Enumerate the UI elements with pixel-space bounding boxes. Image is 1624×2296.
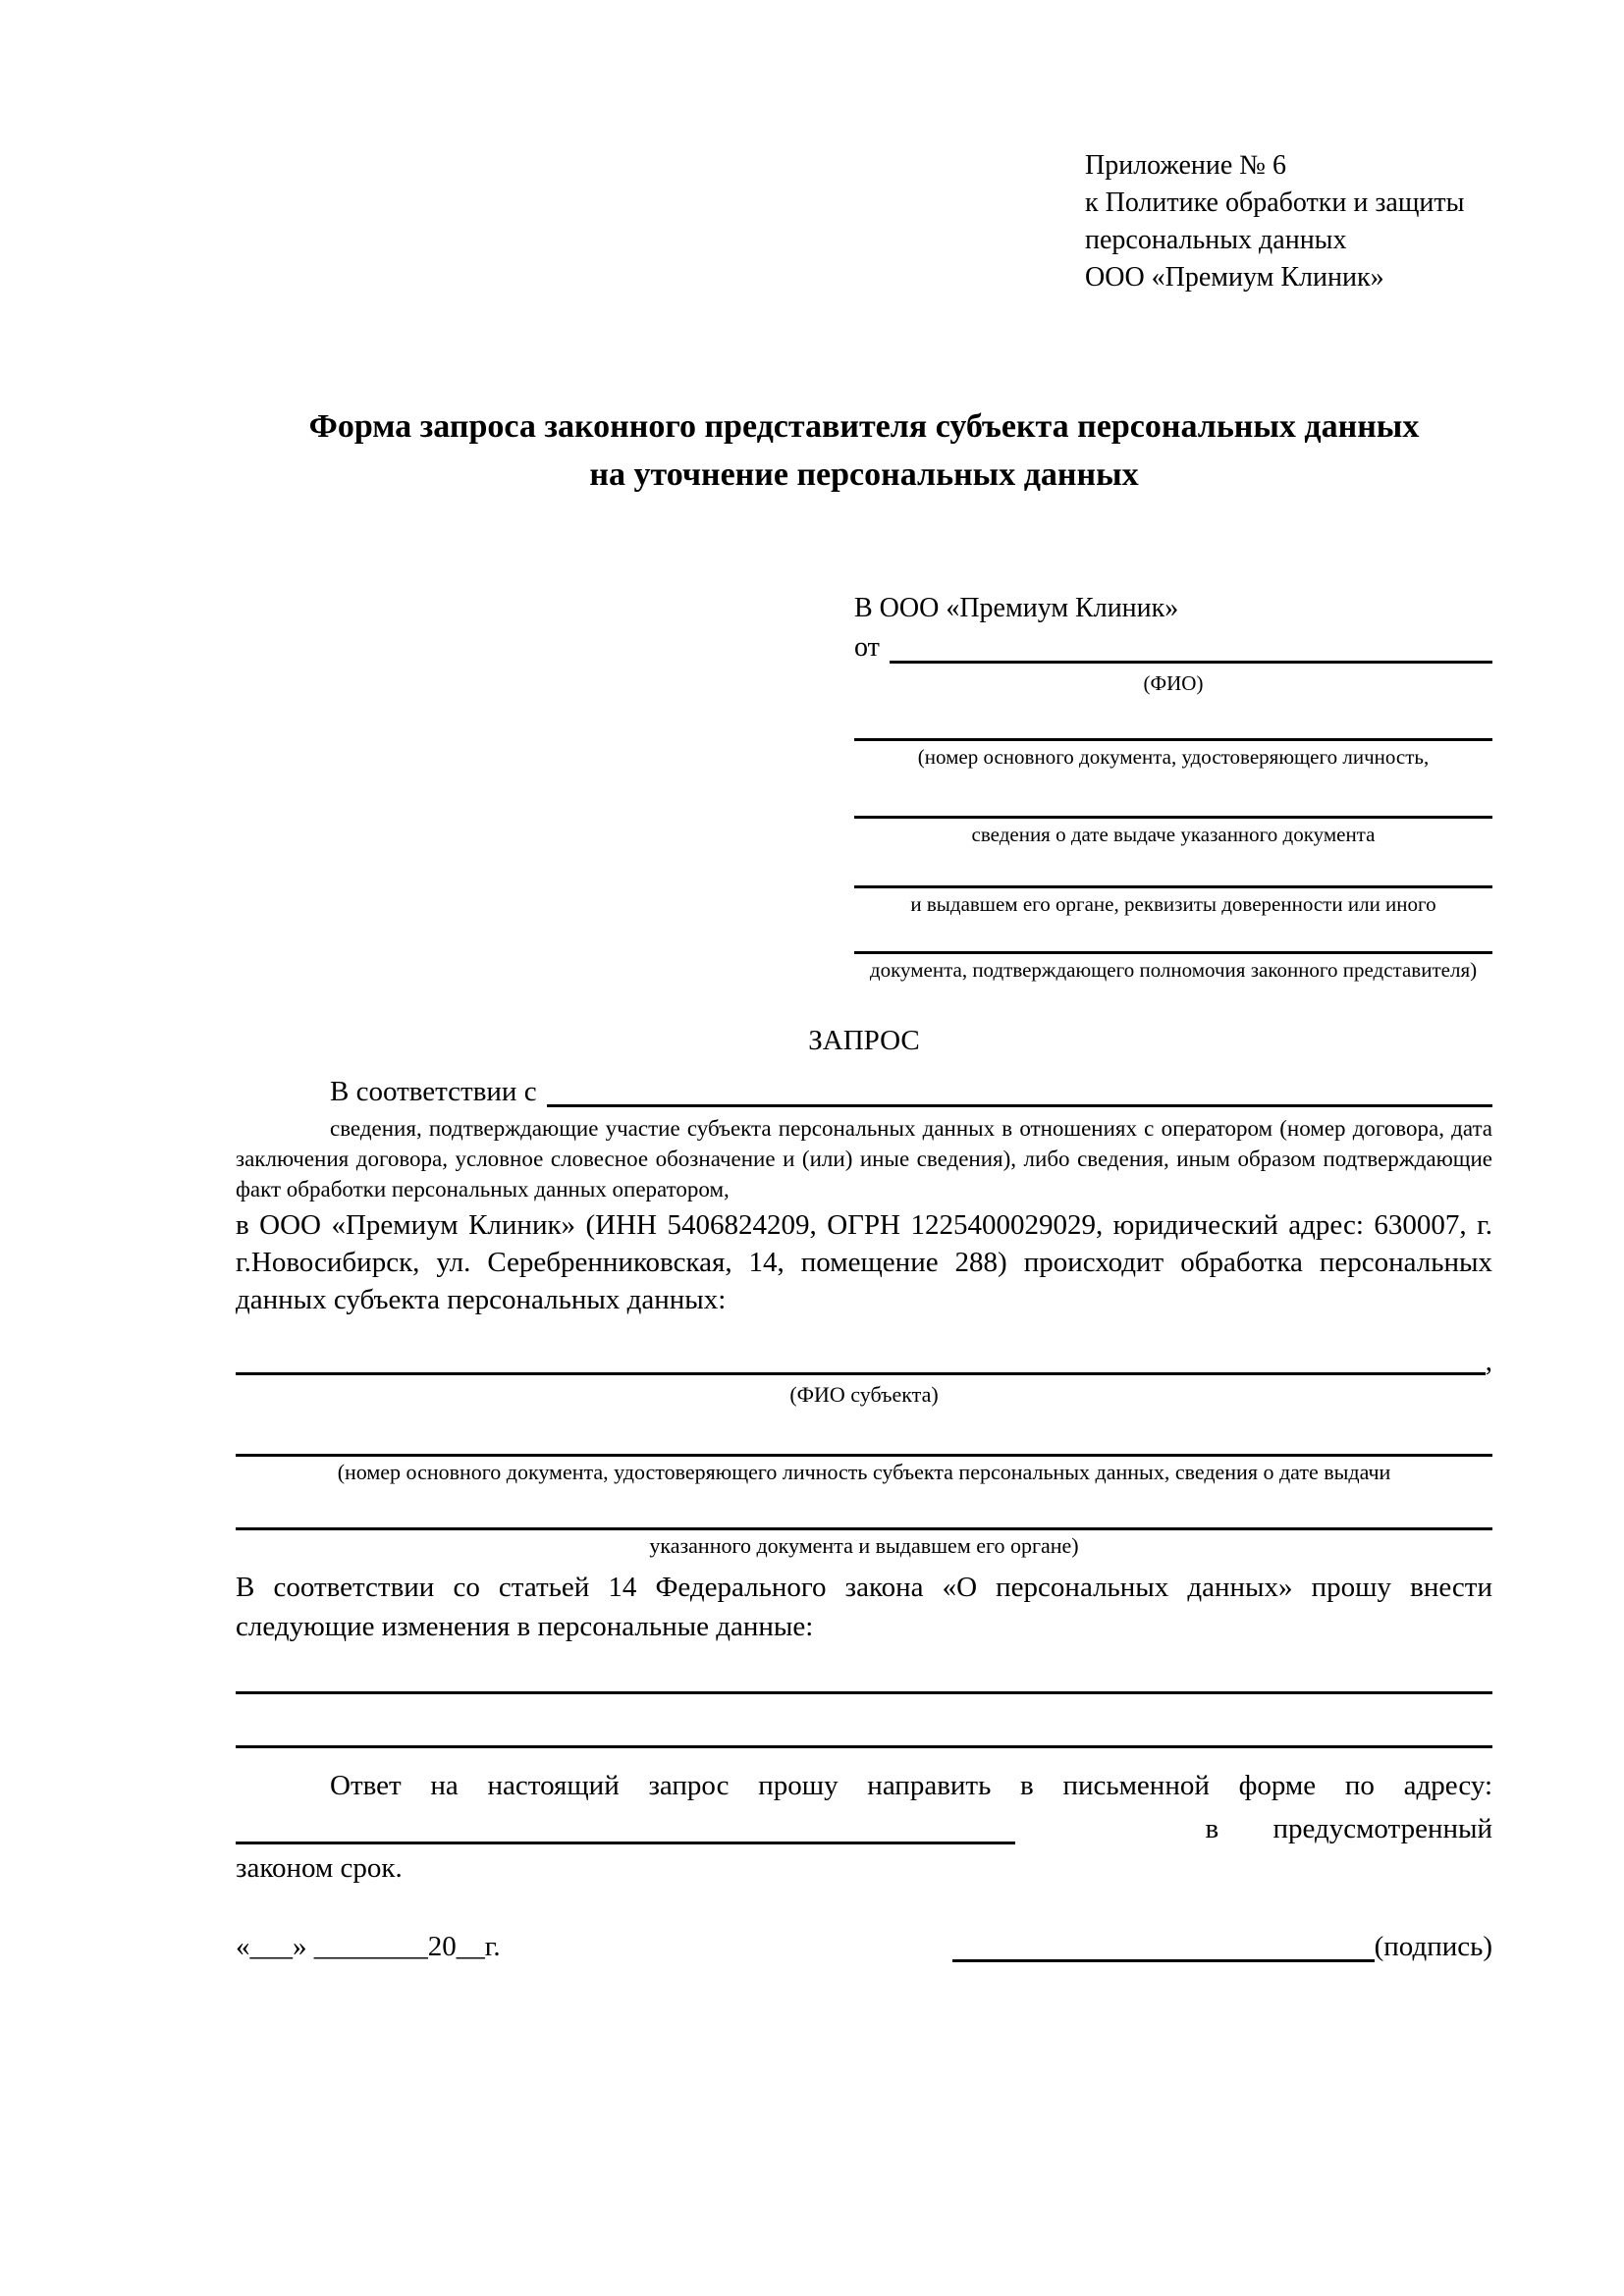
changes-blank-field-1 xyxy=(236,1691,1492,1694)
answer-paragraph: Ответ на настоящий запрос прошу направить в письменной форме по адресу: xyxy=(330,1770,1492,1801)
request-header: ЗАПРОС xyxy=(808,1025,920,1056)
signature-blank-field xyxy=(952,1959,1375,1962)
operator-paragraph: в ООО «Премиум Клиник» (ИНН 5406824209, ОГРН 1225400029029, юридический адрес: 630007, г. г.Новосибирск, ул. Серебренниковская, 14, помещение 288) происходит обработка персональных данных субъекта персональных данных: xyxy=(236,1209,1492,1315)
addressee-block xyxy=(854,589,1492,984)
appendix-line: Приложение № 6 xyxy=(1085,150,1286,181)
answer-end-text: законом срок. xyxy=(236,1852,403,1884)
document-title-line1: Форма запроса законного представителя субъекта персональных данных xyxy=(308,408,1420,445)
doc-caption: сведения о дате выдаче указанного документа xyxy=(971,823,1376,846)
subject-fio-blank-field xyxy=(236,1372,1486,1375)
address-blank-field xyxy=(236,1842,1015,1844)
representative-doc-blank-field xyxy=(854,738,1492,741)
subject-doc-caption-line2: указанного документа и выдавшем его органе) xyxy=(649,1533,1079,1558)
subject-fio-caption: (ФИО субъекта) xyxy=(789,1382,939,1407)
signature-group xyxy=(952,1927,1492,1966)
doc-caption: (номер основного документа, удостоверяющего личность, xyxy=(917,745,1430,769)
accordance-note: сведения, подтверждающие участие субъекта персональных данных в отношениях с оператором (номер договора, дата заключения договора, условное словесное обозначение и (или) иные сведения), либо сведения, иным образом подтверждающие факт обработки персональных данных оператором, xyxy=(236,1116,1492,1201)
appendix-line: персональных данных xyxy=(1085,225,1347,255)
appendix-line: к Политике обработки и защиты xyxy=(1085,187,1465,218)
date-field: «___» ________20__г. xyxy=(236,1931,501,1962)
accordance-label: В соответствии с xyxy=(330,1076,537,1107)
article-paragraph: В соответствии со статьей 14 Федерального закона «О персональных данных» прошу внести следующие изменения в персональные данные: xyxy=(236,1572,1492,1642)
doc-authority-blank-field xyxy=(854,885,1492,888)
trailing-comma: , xyxy=(1485,1346,1492,1377)
document-title xyxy=(236,402,1492,499)
doc-caption: и выдавшем его органе, реквизиты доверенности или иного xyxy=(910,892,1436,916)
document-title-line2: на уточнение персональных данных xyxy=(589,456,1139,493)
answer-address-row xyxy=(236,1809,1492,1848)
doc-issue-date-blank-field xyxy=(854,816,1492,819)
accordance-blank-field xyxy=(547,1104,1492,1107)
appendix-block xyxy=(1085,147,1492,296)
addressee-organization: В ООО «Премиум Клиник» xyxy=(854,593,1179,623)
changes-blank-field-2 xyxy=(236,1745,1492,1748)
appendix-line: ООО «Премиум Клиник» xyxy=(1085,262,1384,293)
fio-caption: (ФИО) xyxy=(1143,671,1204,695)
doc-powers-blank-field xyxy=(854,951,1492,954)
signature-caption: (подпись) xyxy=(1374,1931,1492,1962)
date-signature-row xyxy=(236,1927,1492,1966)
from-row xyxy=(854,628,1492,667)
answer-tail-text: в предусмотренный xyxy=(1205,1813,1492,1844)
subject-doc-authority-blank-field xyxy=(236,1527,1492,1530)
subject-doc-caption-line1: (номер основного документа, удостоверяющего личность субъекта персональных данных, сведения о дате выдачи xyxy=(337,1460,1391,1484)
representative-fio-blank-field xyxy=(890,661,1492,664)
accordance-row xyxy=(236,1072,1492,1111)
doc-caption: документа, подтверждающего полномочия законного представителя) xyxy=(869,958,1478,982)
subject-doc-blank-field xyxy=(236,1454,1492,1457)
from-label: от xyxy=(854,632,880,663)
subject-fio-row xyxy=(236,1344,1492,1379)
